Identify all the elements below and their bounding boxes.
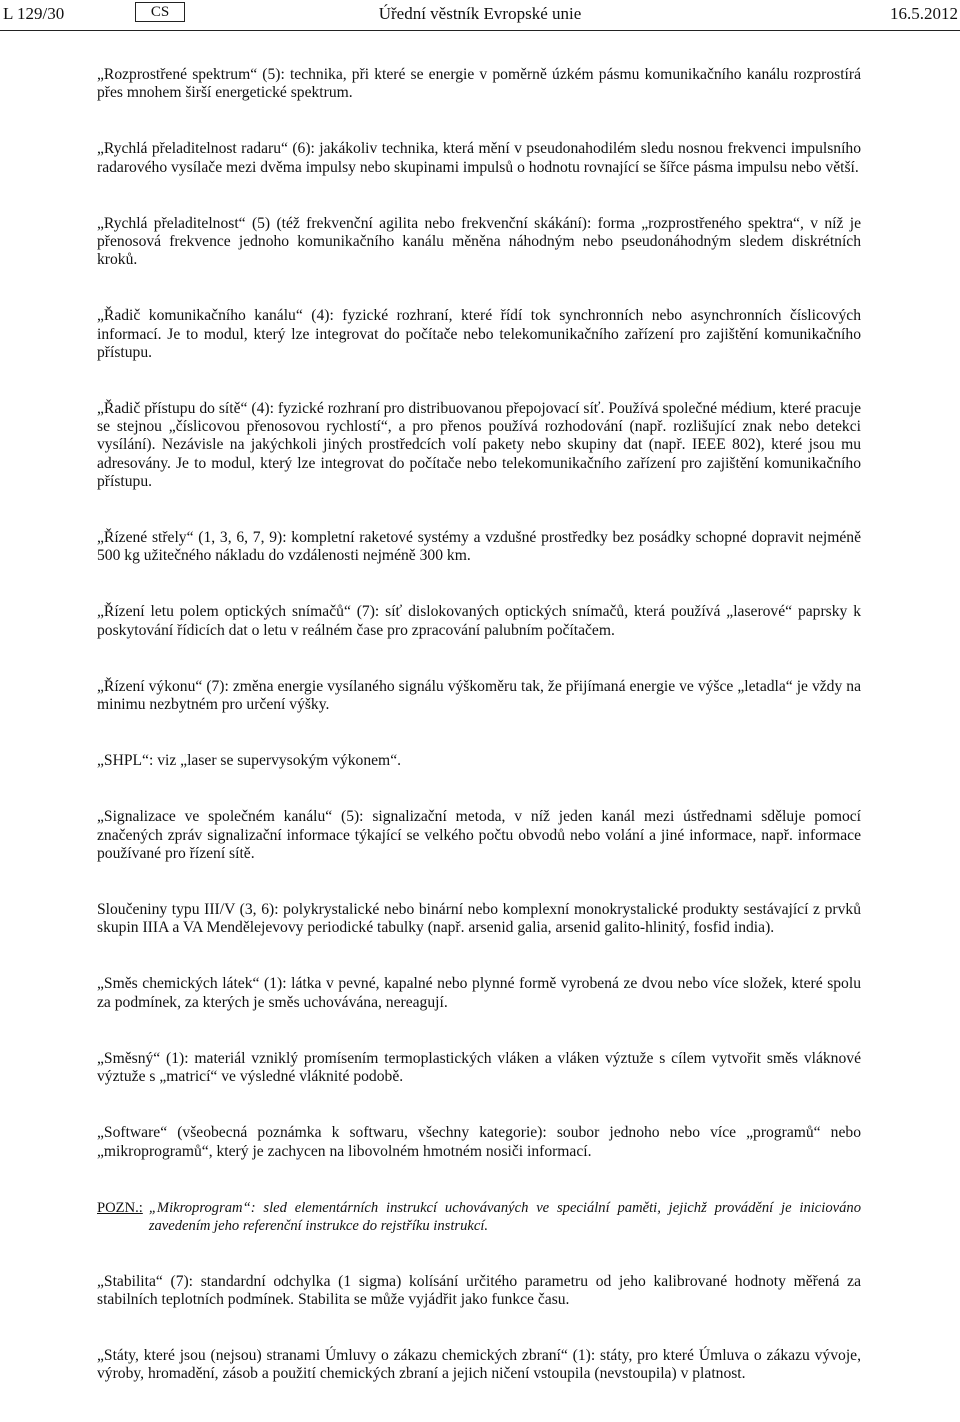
definition-paragraph: „Státy, které jsou (nejsou) stranami Úmluvy o zákazu chemických zbraní“ (1): státy, pro které Úmluva o zákazu vývoje, výroby, hromadění, zásob a použití chemických zbraní a jejich ničení vstoupila (nevstoupila) v platnost.	[97, 1347, 861, 1383]
note-label: POZN.:	[97, 1199, 143, 1216]
definition-paragraph: „Směs chemických látek“ (1): látka v pevné, kapalné nebo plynné formě vyrobená ze dvou nebo více složek, které spolu za podmínek, za kterých je směs uchovávána, nereagují.	[97, 975, 861, 1011]
document-body	[97, 66, 861, 1422]
definition-paragraph: Sloučeniny typu III/V (3, 6): polykrystalické nebo binární nebo komplexní monokrystalické produkty sestávající z prvků skupin IIIA a VA Mendělejevovy periodické tabulky (např. arsenid galia, arsenid galito-hlinitý, fosfid india).	[97, 901, 861, 937]
definition-paragraph: „Software“ (všeobecná poznámka k softwaru, všechny kategorie): soubor jednoho nebo více „programů“ nebo „mikroprogramů“, který je zachycen na libovolném hmotném nosiči informací.	[97, 1124, 861, 1160]
note-text: „Mikroprogram“: sled elementárních instrukcí uchovávaných ve speciální paměti, jejichž provádění je iniciováno zavedením jeho referenční instrukce do rejstříku instrukcí.	[148, 1199, 861, 1234]
definition-paragraph: „Stabilita“ (7): standardní odchylka (1 sigma) kolísání určitého parametru od jeho kalibrované hodnoty měřená za stabilních teplotních podmínek. Stabilita se může vyjádřit jako funkce času.	[97, 1272, 861, 1308]
note-block	[97, 1199, 861, 1235]
definition-paragraph: „Rozprostřené spektrum“ (5): technika, při které se energie v poměrně úzkém pásmu komunikačního kanálu rozprostírá přes mnohem širší energetické spektrum.	[97, 66, 861, 102]
definition-paragraph: „Řadič přístupu do sítě“ (4): fyzické rozhraní pro distribuovanou přepojovací síť. Používá společné médium, které pracuje se stejnou „číslicovou přenosovou rychlostí“, a pro přenos používá rozhodování (např. rozlišující znak nebo detekci vysílání). Nezávisle na jakýchkoli jiných prostředcích volí pakety nebo skupiny dat (např. IEEE 802), které jsou mu adresovány. Je to modul, který lze integrovat do počítače nebo telekomunikačního zařízení pro zajištění komunikačního přístupu.	[97, 400, 861, 490]
definition-paragraph: „SHPL“: viz „laser se supervysokým výkonem“.	[97, 752, 402, 770]
publication-date: 16.5.2012	[890, 4, 958, 23]
definition-paragraph: „Signalizace ve společném kanálu“ (5): signalizační metoda, v níž jeden kanál mezi ústřednami sděluje pomocí značených zpráv signalizační informace týkající se velkého počtu obvodů nebo volání a jiné informace, např. informace používané pro řízení sítě.	[97, 808, 861, 862]
language-badge: CS	[135, 2, 185, 22]
definition-paragraph: „Směsný“ (1): materiál vzniklý promísením termoplastických vláken a vláken výztuže s cílem vytvořit směs vláknové výztuže s „matricí“ ve výsledné vláknité podobě.	[97, 1049, 861, 1086]
header-rule	[0, 30, 960, 31]
page-number: L 129/30	[3, 4, 65, 23]
definition-paragraph: „Řízené střely“ (1, 3, 6, 7, 9): kompletní raketové systémy a vzdušné prostředky bez posádky schopné dopravit nejméně 500 kg užitečného nákladu do vzdálenosti nejméně 300 km.	[97, 529, 861, 565]
definition-paragraph: „Rychlá přeladitelnost radaru“ (6): jakákoliv technika, která mění v pseudonahodilém sledu nosnou frekvenci impulsního radarového vysílače mezi dvěma impulsy nebo skupinami impulsů o hodnotu rovnající se šířce pásma impulsu nebo větší.	[97, 140, 861, 176]
page-header	[0, 0, 960, 32]
definition-paragraph: „Řadič komunikačního kanálu“ (4): fyzické rozhraní, které řídí tok synchronních nebo asynchronních číslicových informací. Je to modul, který lze integrovat do počítače nebo telekomunikačního zařízení pro zajištění komunikačního přístupu.	[97, 307, 861, 361]
journal-title: Úřední věstník Evropské unie	[378, 4, 582, 23]
definition-paragraph: „Řízení letu polem optických snímačů“ (7): síť dislokovaných optických snímačů, která používá „laserové“ paprsky k poskytování řídicích dat o letu v reálném čase pro zpracování palubním počítačem.	[97, 603, 861, 639]
definition-paragraph: „Řízení výkonu“ (7): změna energie vysílaného signálu výškoměru tak, že přijímaná energie ve výšce „letadla“ je vždy na minimu nezbytném pro určení výšky.	[97, 677, 861, 714]
definition-paragraph: „Rychlá přeladitelnost“ (5) (též frekvenční agilita nebo frekvenční skákání): forma „rozprostřeného spektra“, v níž je přenosová frekvence jednoho komunikačního kanálu měněna náhodným nebo pseudonáhodným sledem diskrétních kroků.	[97, 214, 861, 269]
